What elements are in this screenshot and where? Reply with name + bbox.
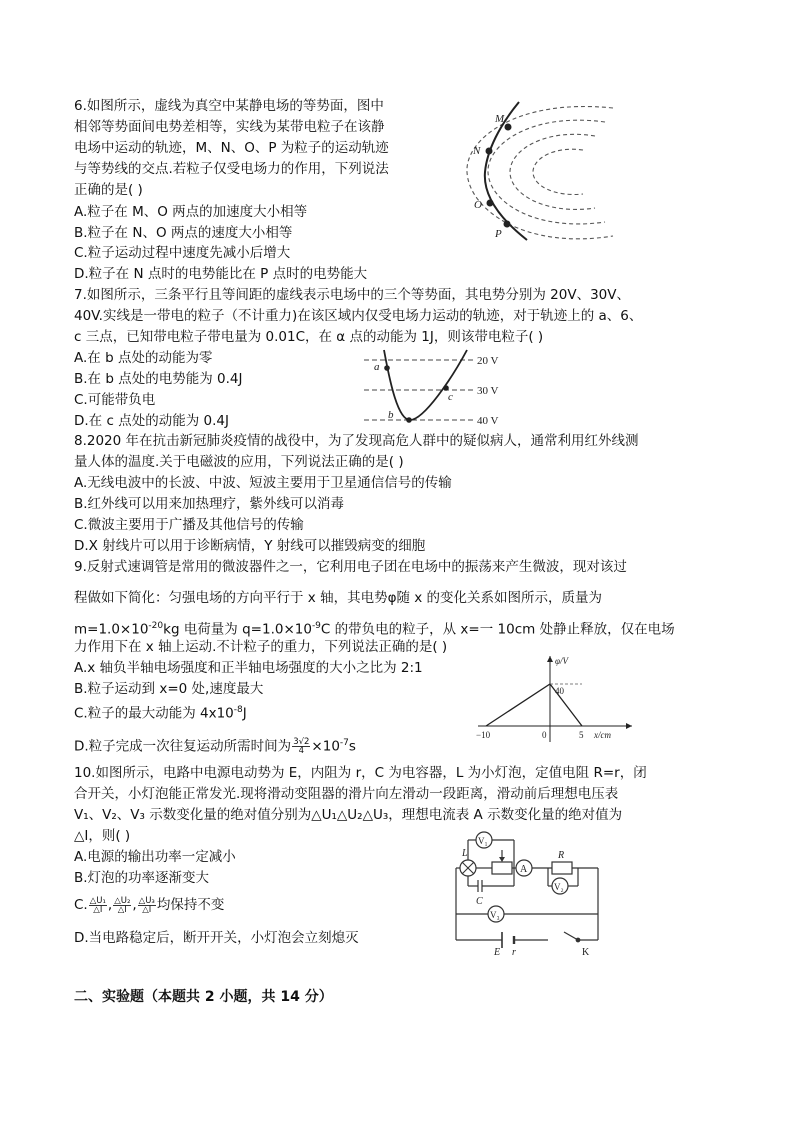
q6-point-n	[486, 148, 493, 155]
q10-label-v1: V₁	[478, 836, 488, 846]
q6-equipotential-figure	[455, 100, 615, 245]
q6-point-m	[505, 124, 512, 131]
q10-stem-line: 10.如图所示，电路中电源电动势为 E，内阻为 r，C 为电容器，L 为小灯泡，定值电阻 R=r，闭	[74, 765, 647, 781]
q10-fraction-1: $\frac{\text{△U₁}}{\triangle I}$	[89, 895, 106, 915]
q7-stem-line: 7.如图所示，三条平行且等间距的虚线表示电场中的三个等势面，其电势分别为 20V、30V、	[74, 287, 630, 303]
q6-trajectory	[485, 102, 527, 240]
q6-option-c: C.粒子运动过程中速度先减小后增大	[74, 245, 291, 261]
q7-label-a: a	[374, 361, 380, 373]
q10-label-internal-r: r	[512, 947, 516, 958]
q7-label-20v: 20 V	[477, 355, 499, 367]
q7-trajectory-figure	[362, 348, 522, 430]
q10-fraction-3: $\frac{\text{△U₃}}{\triangle I}$	[138, 895, 155, 915]
q7-option-b: B.在 b 点处的电势能为 0.4J	[74, 371, 243, 387]
section-heading: 二、实验题（本题共 2 小题，共 14 分）	[74, 989, 333, 1005]
q7-label-b: b	[388, 409, 394, 421]
q10-stem-line: V₁、V₂、V₃ 示数变化量的绝对值分别为△U₁△U₂△U₃，理想电流表 A 示数变化量的绝对值为	[74, 807, 623, 823]
q9-xpos-label: 5	[579, 730, 584, 740]
q6-stem-line: 电场中运动的轨迹，M、N、O、P 为粒子的运动轨迹	[74, 140, 389, 156]
q7-option-d: D.在 c 点处的动能为 0.4J	[74, 413, 229, 429]
q6-stem-line: 6.如图所示，虚线为真空中某静电场的等势面，图中	[74, 98, 384, 114]
q10-circuit-figure	[448, 828, 618, 956]
q10-label-r: R	[558, 850, 565, 861]
q9-stem-line: $m=1.0\times 10^{-20}kg$ 电荷量为 $q=1.0\times 10^{-9}C$ 的带负电的粒子，从 x=一 10cm 处静止释放，仅在电场	[74, 621, 675, 638]
q10-label-a: A	[520, 864, 528, 875]
q6-point-o	[487, 200, 494, 207]
q10-label-k: K	[582, 947, 590, 958]
q10-label-v3: V₃	[490, 910, 500, 920]
q6-option-d: D.粒子在 N 点时的电势能比在 P 点时的电势能大	[74, 266, 368, 282]
q10-option-d: D.当电路稳定后，断开开关，小灯泡会立刻熄灭	[74, 930, 359, 946]
q10-stem-line: 合开关，小灯泡能正常发光.现将滑动变阻器的滑片向左滑动一段距离，滑动前后理想电压表	[74, 786, 619, 802]
q8-option-a: A.无线电波中的长波、中波、短波主要用于卫星通信信号的传输	[74, 475, 452, 491]
q9-origin-label: 0	[542, 730, 547, 740]
q6-label-m: M	[495, 113, 505, 125]
q8-option-c: C.微波主要用于广播及其他信号的传输	[74, 517, 304, 533]
q9-potential-line	[486, 684, 582, 726]
q7-point-b	[406, 417, 412, 423]
q10-option-a: A.电源的输出功率一定减小	[74, 849, 236, 865]
q7-point-c	[443, 385, 449, 391]
q8-stem-line: 8.2020 年在抗击新冠肺炎疫情的战役中，为了发现高危人群中的疑似病人，通常利用红外线测	[74, 433, 639, 449]
q6-stem-line: 正确的是( )	[74, 182, 143, 198]
q10-label-e: E	[494, 947, 501, 958]
q7-label-30v: 30 V	[477, 385, 499, 397]
q9-stem-line: 9.反射式速调管是常用的微波器件之一，它利用电子团在电场中的振荡来产生微波，现对该过	[74, 559, 627, 575]
q9-ylabel: φ/V	[555, 656, 568, 666]
q10-rheostat	[492, 862, 512, 874]
q10-resistor-r	[552, 862, 572, 874]
q6-stem-line: 与等势线的交点.若粒子仅受电场力的作用，下列说法	[74, 161, 389, 177]
q6-label-p: P	[495, 228, 502, 240]
q10-label-c: C	[476, 896, 483, 907]
q9-stem-line: 力作用下在 x 轴上运动.不计粒子的重力，下列说法正确的是( )	[74, 639, 448, 655]
q9-stem-line: 程做如下简化：匀强电场的方向平行于 x 轴，其电势φ随 x 的变化关系如图所示，质量为	[74, 590, 603, 606]
q7-stem-line: 40V.实线是一带电的粒子（不计重力)在该区域内仅受电场力运动的轨迹，对于轨迹上的 a、6、	[74, 308, 643, 324]
q7-point-a	[384, 365, 390, 371]
q6-option-b: B.粒子在 N、O 两点的速度大小相等	[74, 225, 293, 241]
q6-label-o: O	[474, 199, 482, 211]
q10-label-v2: V₂	[554, 882, 564, 892]
q7-option-c: C.可能带负电	[74, 392, 156, 408]
q9-fraction: $\frac{3√2}{4}$	[293, 737, 310, 756]
q8-option-d: D.X 射线片可以用于诊断病情，Y 射线可以摧毁病变的细胞	[74, 538, 426, 554]
q6-option-a: A.粒子在 M、O 两点的加速度大小相等	[74, 204, 308, 220]
q9-peak-label: 40	[555, 686, 564, 696]
q8-option-b: B.红外线可以用来加热理疗，紫外线可以消毒	[74, 496, 345, 512]
q6-label-n: N	[473, 145, 481, 157]
q9-option-c: C.粒子的最大动能为 $4x10^{-8}J$	[74, 705, 247, 722]
q10-option-c: C. $\frac{\text{△U₁}}{\triangle I}$ , $\frac{\text{△U₂}}{\triangle I}$ , $\frac{\text{△U₃}}{\triangle I}$ 均保持不变	[74, 895, 225, 915]
q6-stem-line: 相邻等势面间电势差相等，实线为某带电粒子在该静	[74, 119, 385, 135]
q10-label-l: L	[462, 848, 468, 859]
q9-option-b: B.粒子运动到 x=0 处,速度最大	[74, 681, 264, 697]
q10-option-b: B.灯泡的功率逐渐变大	[74, 870, 210, 886]
q6-point-p	[504, 221, 511, 228]
q7-label-c: c	[448, 391, 453, 403]
q9-xneg-label: −10	[476, 730, 491, 740]
q9-option-d: D.粒子完成一次往复运动所需时间为 $\frac{3√2}{4}$ $\times 10^{-7}s$	[74, 737, 356, 756]
q7-label-40v: 40 V	[477, 415, 499, 427]
q10-stem-line: △I，则( )	[74, 828, 131, 844]
q10-switch-contact	[576, 938, 580, 942]
q7-stem-line: c 三点，已知带电粒子带电量为 0.01C，在 α 点的动能为 1J，则该带电粒子( )	[74, 329, 544, 345]
q9-xlabel: x/cm	[594, 730, 611, 740]
q9-option-a: A.x 轴负半轴电场强度和正半轴电场强度的大小之比为 2:1	[74, 660, 423, 676]
q7-option-a: A.在 b 点处的动能为零	[74, 350, 213, 366]
q8-stem-line: 量人体的温度.关于电磁波的应用，下列说法正确的是( )	[74, 454, 404, 470]
q9-potential-figure	[478, 654, 638, 744]
q10-fraction-2: $\frac{\text{△U₂}}{\triangle I}$	[114, 895, 131, 915]
